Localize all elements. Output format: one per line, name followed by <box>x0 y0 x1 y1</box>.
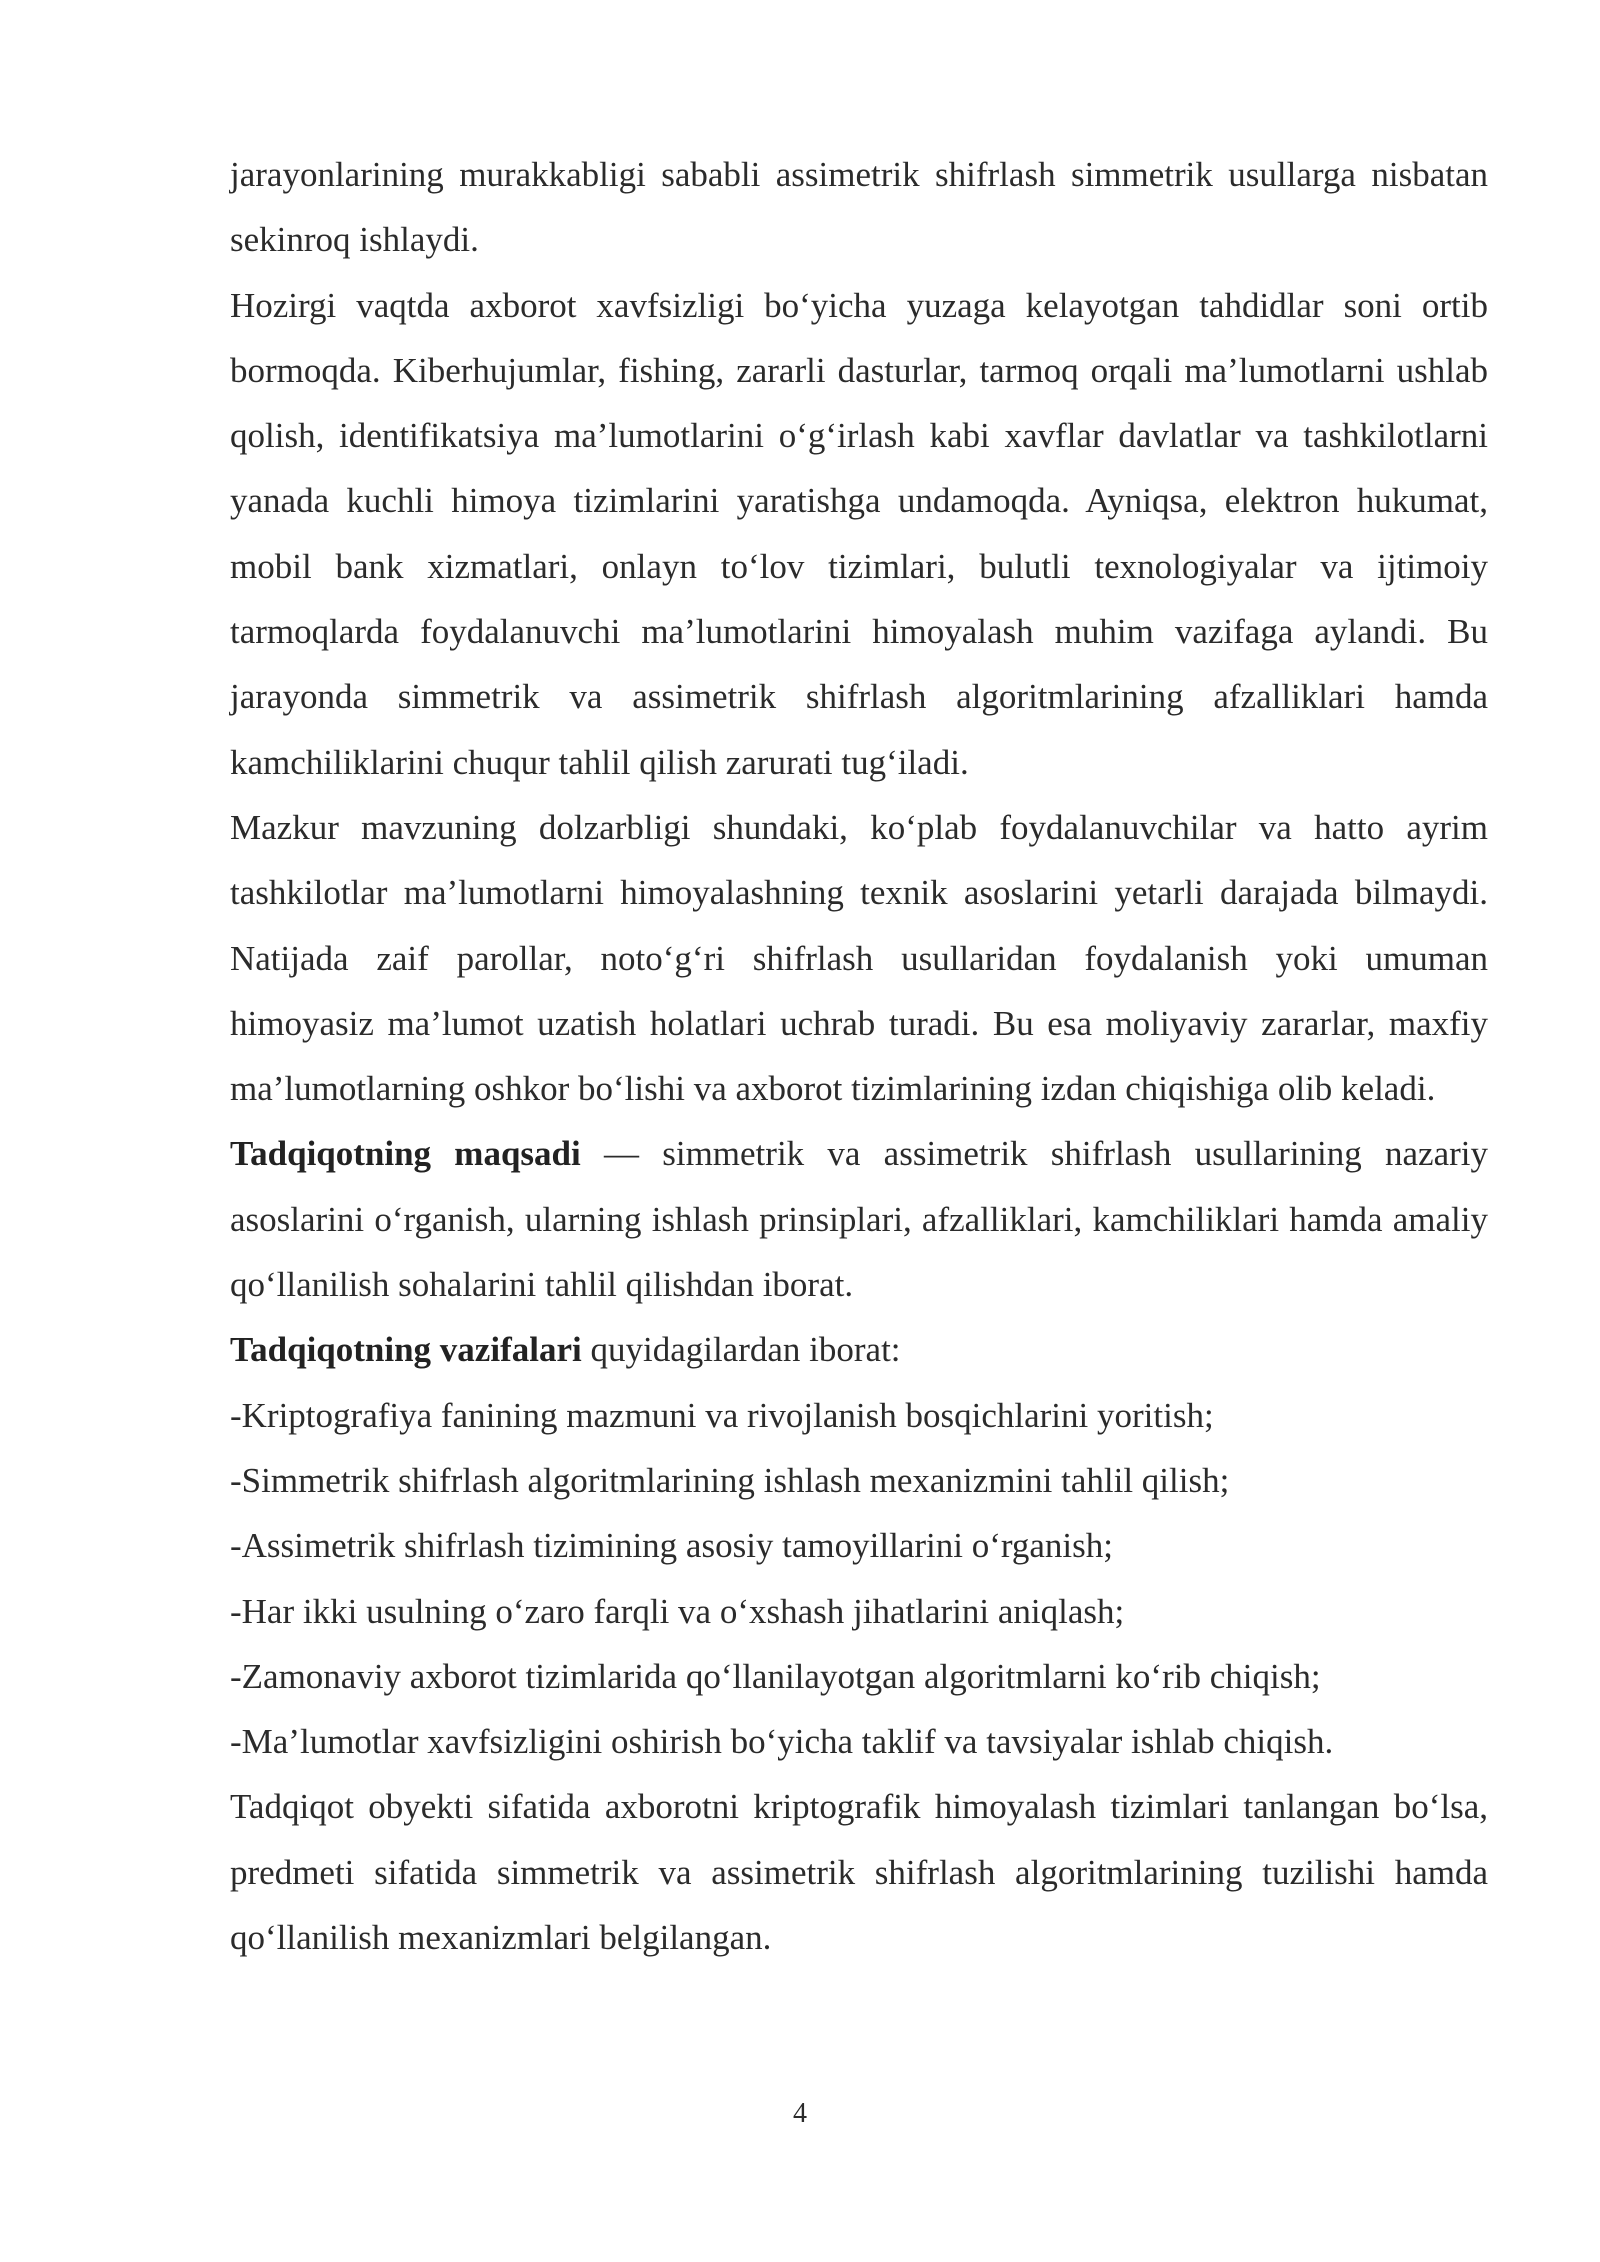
task-item: -Ma’lumotlar xavfsizligini oshirish bo‘yicha taklif va tavsiyalar ishlab chiqish. <box>230 1722 1334 1762</box>
paragraph-goal <box>230 1121 1488 1317</box>
tasks-intro-text: quyidagilardan iborat: <box>581 1330 901 1370</box>
task-item: -Zamonaviy axborot tizimlarida qo‘llanilayotgan algoritmlarni ko‘rib chiqish; <box>230 1656 1321 1696</box>
paragraph-relevance: Mazkur mavzuning dolzarbligi shundaki, ko‘plab foydalanuvchilar va hatto ayrim tashkilotlar ma’lumotlarni himoyalashning texnik asoslarini yetarli darajada bilmaydi. Natijada zaif parollar, noto‘g‘ri shifrlash usullaridan foydalanish yoki umuman himoyasiz ma’lumot uzatish holatlari uchrab turadi. Bu esa moliyaviy zararlar, maxfiy ma’lumotlarning oshkor bo‘lishi va axborot tizimlarining izdan chiqishiga olib keladi. <box>230 807 1488 1109</box>
task-item: -Assimetrik shifrlash tizimining asosiy tamoyillarini o‘rganish; <box>230 1526 1113 1566</box>
page-number: 4 <box>793 2098 807 2129</box>
goal-text: — simmetrik va assimetrik shifrlash usullarining nazariy asoslarini o‘rganish, ularning ishlash prinsiplari, afzalliklari, kamchiliklari hamda amaliy qo‘llanilish sohalarini tahlil qilishdan iborat. <box>230 1134 1488 1305</box>
paragraph-object-subject: Tadqiqot obyekti sifatida axborotni kriptografik himoyalash tizimlari tanlangan bo‘lsa, predmeti sifatida simmetrik va assimetrik shifrlash algoritmlarining tuzilishi hamda qo‘llanilish mexanizmlari belgilangan. <box>230 1787 1488 1958</box>
task-item: -Simmetrik shifrlash algoritmlarining ishlash mexanizmini tahlil qilish; <box>230 1460 1230 1500</box>
tasks-label: Tadqiqotning vazifalari <box>230 1330 582 1370</box>
task-item: -Har ikki usulning o‘zaro farqli va o‘xshash jihatlarini aniqlash; <box>230 1591 1125 1631</box>
task-item: -Kriptografiya fanining mazmuni va rivojlanish bosqichlarini yoritish; <box>230 1395 1214 1435</box>
paragraph-intro-continuation: jarayonlarining murakkabligi sababli assimetrik shifrlash simmetrik usullarga nisbatan sekinroq ishlaydi. <box>230 155 1488 260</box>
goal-label: Tadqiqotning maqsadi <box>230 1134 581 1174</box>
paragraph-tasks-heading <box>230 1317 1488 1382</box>
page-body <box>230 142 1488 1970</box>
paragraph-threats: Hozirgi vaqtda axborot xavfsizligi bo‘yicha yuzaga kelayotgan tahdidlar soni ortib bormoqda. Kiberhujumlar, fishing, zararli dasturlar, tarmoq orqali ma’lumotlarni ushlab qolish, identifikatsiya ma’lumotlarini o‘g‘irlash kabi xavflar davlatlar va tashkilotlarni yanada kuchli himoya tizimlarini yaratishga undamoqda. Ayniqsa, elektron hukumat, mobil bank xizmatlari, onlayn to‘lov tizimlari, bulutli texnologiyalar va ijtimoiy tarmoqlarda foydalanuvchi ma’lumotlarini himoyalash muhim vazifaga aylandi. Bu jarayonda simmetrik va assimetrik shifrlash algoritmlarining afzalliklari hamda kamchiliklarini chuqur tahlil qilish zarurati tug‘iladi. <box>230 285 1488 782</box>
